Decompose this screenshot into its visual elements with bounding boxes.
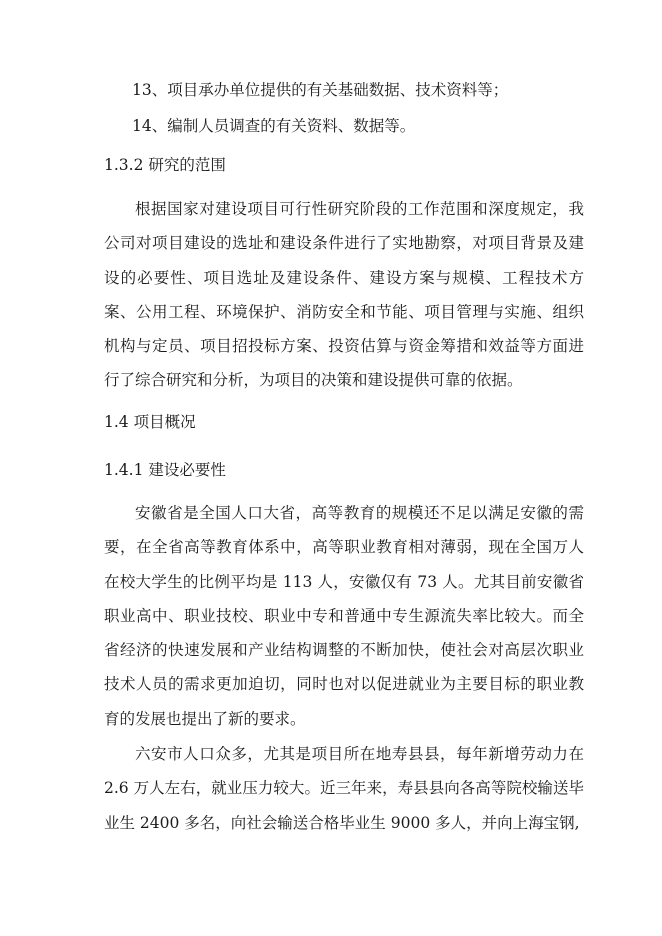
list-item-13: 13、项目承办单位提供的有关基础数据、技术资料等； — [132, 81, 509, 99]
list-item-14: 14、编制人员调查的有关资料、数据等。 — [132, 117, 416, 135]
paragraph-necessity: 安徽省是全国人口大省，高等教育的规模还不足以满足安徽的需要，在全省高等教育体系中，高等职业教育相对薄弱，现在全国万人在校大学生的比例平均是 113 人，安徽仅有 73 人。尤其目前安徽省职业高中、职业技校、职业中专和普通中专生源流失率比较大。而全省经济的快速发展和产业结构调整的不断加快，使社会对高层次职业技术人员的需求更加迫切，同时也对以促进就业为主要目标的职业教育的发展也提出了新的要求。 — [104, 504, 584, 728]
section-heading-1-4: 1.4 项目概况 — [104, 413, 196, 431]
section-heading-1-3-2: 1.3.2 研究的范围 — [104, 156, 226, 174]
section-heading-1-4-1: 1.4.1 建设必要性 — [104, 461, 226, 479]
paragraph-research-scope: 根据国家对建设项目可行性研究阶段的工作范围和深度规定，我公司对项目建设的选址和建设条件进行了实地勘察，对项目背景及建设的必要性、项目选址及建设条件、建设方案与规模、工程技术方案、公用工程、环境保护、消防安全和节能、项目管理与实施、组织机构与定员、项目招投标方案、投资估算与资金筹措和效益等方面进行了综合研究和分析，为项目的决策和建设提供可靠的依据。 — [104, 200, 584, 390]
paragraph-luan-population: 六安市人口众多，尤其是项目所在地寿县县，每年新增劳动力在 2.6 万人左右，就业压力较大。近三年来，寿县县向各高等院校输送毕业生 2400 多名，向社会输送合格毕业生 9000 多人，并向上海宝钢, — [104, 745, 584, 832]
